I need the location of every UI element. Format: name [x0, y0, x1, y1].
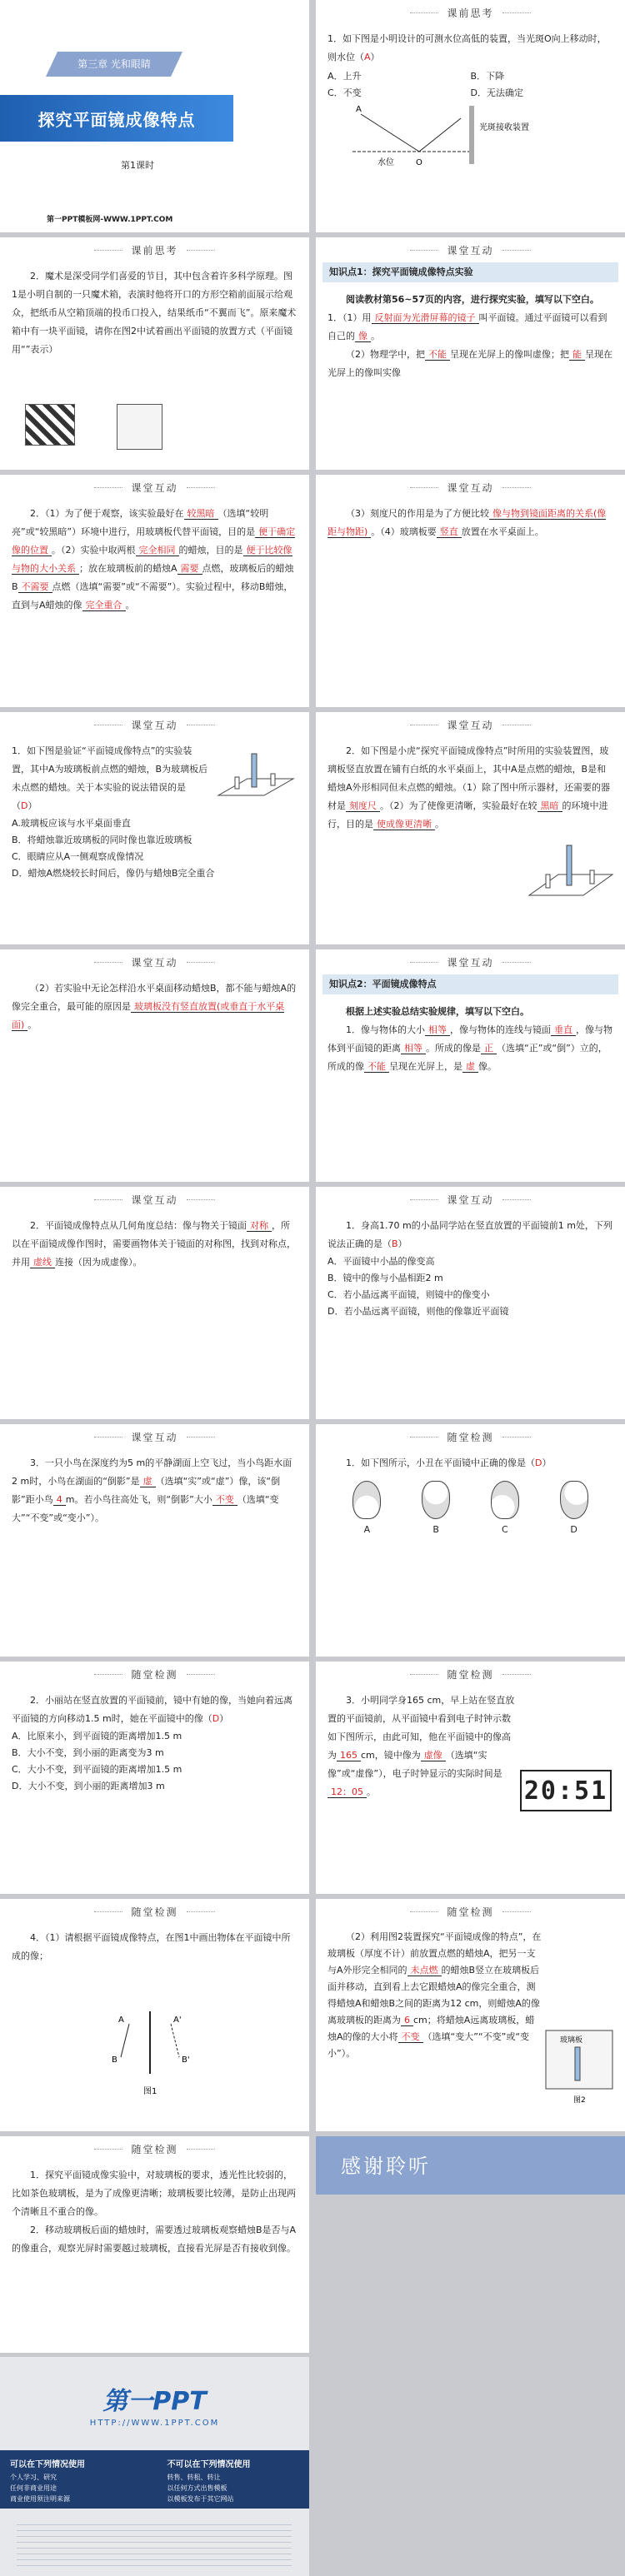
question-end: ） — [28, 800, 38, 811]
slide-header: 课堂互动 — [0, 1187, 309, 1212]
lesson-label: 第1课时 — [121, 160, 154, 171]
text: 的环境中进行，目的是 — [328, 800, 608, 830]
text: 连接（因为成虚像）。 — [55, 1257, 142, 1268]
blank-1: 对称 — [247, 1220, 272, 1232]
blank-2: 像 — [355, 331, 371, 342]
digital-clock — [520, 1770, 612, 1811]
slide-s7 — [316, 712, 625, 944]
answer: D — [535, 1457, 542, 1468]
allowed-title: 可以在下列情况使用 — [10, 2460, 85, 2469]
slide-header: 课堂互动 — [0, 1424, 309, 1449]
blank-1: 较黑暗 — [184, 508, 218, 520]
text: （选填“较明亮”或“较黑暗”）环境中进行，用玻璃板代替平面镜，目的是 — [12, 508, 269, 537]
blank-3: 使成像更清晰 — [373, 819, 435, 830]
text: 呈现在光屏上的像叫实像 — [328, 349, 612, 378]
slide-header: 课堂互动 — [0, 712, 309, 737]
text: ，像与物体到平面镜的距离 — [328, 1024, 612, 1054]
slide-header: 课堂互动 — [316, 237, 625, 262]
text: 2．（1）为了便于观察，该实验最好在 — [30, 508, 184, 519]
option-a: A．上升 — [328, 71, 362, 82]
blank-5: 不能 — [364, 1061, 389, 1073]
blank-3: 12：05 — [328, 1786, 367, 1798]
fig-title: 玻璃板 — [560, 2036, 583, 2045]
option-b: B．下降 — [470, 71, 505, 82]
blank-1: 虚 — [140, 1476, 156, 1487]
text: ，所以在平面镜成像作图时，需要画物体关于镜面的对称图，找到对称点，并用 — [12, 1220, 296, 1268]
text: （2）物理学中，把 — [346, 349, 425, 360]
slide-s1 — [316, 0, 625, 232]
slide-header: 课堂互动 — [0, 475, 309, 500]
option-b: B．大小不变，到小丽的距离变为3 m — [12, 1747, 164, 1758]
mirror-box-diagram — [117, 404, 162, 450]
slide-s11 — [316, 1187, 625, 1419]
text: 的蜡烛B竖立在玻璃板后面并移动，直到看上去它跟蜡烛A的像完全重合，测得蜡烛A和蜡烛B之间的距离为12 cm，则蜡烛A的像离玻璃板的距离为 — [328, 1965, 540, 2025]
blank-4: 便于比较像与物的大小关系 — [12, 545, 292, 574]
clock-reading: 20:51 — [523, 1776, 608, 1806]
question-text: 4．（1）请根据平面镜成像特点，在图1中画出物体在平面镜中所成的像； — [12, 1932, 291, 1961]
chapter-label: 第三章 光和眼睛 — [78, 58, 151, 70]
blank-2: 竖直 — [437, 526, 462, 538]
link-grid — [17, 2519, 292, 2569]
slide-s15 — [316, 1662, 625, 1894]
slide-s17 — [316, 1899, 625, 2131]
question-end: ） — [542, 1457, 552, 1468]
answer: D — [212, 1713, 220, 1724]
text: 1．像与物体的大小 — [346, 1024, 425, 1035]
text: 呈现在光屏上，是 — [389, 1061, 462, 1072]
slide-s2 — [0, 237, 309, 470]
mirror-figure — [100, 2007, 200, 2099]
text: 的蜡烛，目的是 — [178, 545, 243, 556]
text: 。所成的像是 — [426, 1043, 481, 1054]
slide-header: 课堂互动 — [316, 475, 625, 500]
blank-3: 相等 — [401, 1043, 426, 1054]
text: （选填“变大”“不变”或“变小”）。 — [328, 2031, 530, 2059]
allowed-item: 个人学习、研究 — [10, 2474, 57, 2481]
brand-url: HTTP://WWW.1PPT.COM — [89, 2419, 220, 2428]
text: 。 — [435, 819, 444, 830]
blank-6: 不需要 — [18, 581, 52, 593]
slide-s5 — [316, 475, 625, 707]
text: cm；将蜡烛A远离玻璃板，蜡烛A的像的大小将 — [328, 2015, 535, 2042]
cover-slide — [0, 0, 309, 232]
slide-s12 — [0, 1424, 309, 1657]
option-b: B．镜中的像与小晶相距2 m — [328, 1273, 443, 1283]
candle-mirror-diagram — [214, 745, 298, 804]
text: 3．一只小鸟在深度约为5 m的平静湖面上空飞过，当小鸟距水面2 m时，小鸟在湖面的“倒影”是 — [12, 1457, 292, 1487]
brand-logo: 第一PPT — [102, 2387, 207, 2416]
text: （选填“正”或“倒”）立的，所成的像 — [328, 1043, 608, 1072]
blank-7: 完全重合 — [82, 600, 126, 611]
candle-setup-diagram — [525, 837, 617, 904]
question-text: 2．小丽站在竖直放置的平面镜前，镜中有她的像，当她向着远离平面镜的方向移动1.5 m时，她在平面镜中的像（ — [12, 1695, 292, 1724]
point-a: A — [118, 2015, 124, 2025]
point-b-prime: B' — [182, 2055, 190, 2065]
blank-4: 能 — [569, 349, 585, 361]
question-end: ） — [370, 52, 380, 62]
point-a-prime: A' — [173, 2015, 182, 2025]
text: ；放在玻璃板前的蜡烛A — [79, 563, 178, 574]
blank-3: 不能 — [425, 349, 450, 361]
option-label: B — [432, 1524, 439, 1535]
clown-option — [491, 1481, 519, 1535]
usage-panel — [0, 2450, 309, 2509]
blank-1: 刻度尺 — [346, 800, 380, 812]
slide-s3 — [316, 237, 625, 470]
option-label: D — [570, 1524, 578, 1535]
question-text: 1．如下图是小明设计的可测水位高低的装置，当光斑O向上移动时，则水位（ — [328, 33, 607, 62]
option-c: C．眼睛应从A一侧观察成像情况 — [12, 851, 144, 862]
text: 。 — [371, 331, 380, 341]
water-level-diagram — [344, 102, 594, 177]
text: （2）利用图2装置探究“平面镜成像的特点”，在玻璃板（厚度不计）前放置点燃的蜡烛A，把另一支与A外形完全相同的 — [328, 1931, 542, 1976]
knowledge-point: 知识点1：探究平面镜成像特点实验 — [322, 262, 618, 282]
text: （2）若实验中无论怎样沿水平桌面移动蜡烛B，都不能与蜡烛A的像完全重合，最可能的原因是 — [12, 983, 297, 1012]
text: ，像与物体的连线与镜面 — [450, 1024, 551, 1035]
option-a: A．比原来小，到平面镜的距离增加1.5 m — [12, 1731, 182, 1741]
text: 。 — [28, 1019, 38, 1030]
blank-2: 4 — [53, 1494, 66, 1506]
lead-text: 阅读教材第56~57页的内容，进行探究实验，填写以下空白。 — [346, 294, 599, 305]
glass-plate-figure — [542, 2024, 617, 2107]
summary-paragraph: 2．移动玻璃板后面的蜡烛时，需要透过玻璃板观察蜡烛B是否与A的像重合，观察光屏时需要越过玻璃板，直接看光屏是否有接收到像。 — [12, 2225, 297, 2254]
brand-slide — [0, 2357, 309, 2576]
slide-s6 — [0, 712, 309, 944]
figure-label: 图1 — [143, 2087, 158, 2096]
blank-3: 不变 — [398, 2031, 423, 2043]
text: 。（4）玻璃板要 — [371, 526, 437, 537]
clown-option — [422, 1481, 450, 1535]
question-text: 1．如下图是验证“平面镜成像特点”的实验装置，其中A为玻璃板前点燃的蜡烛，B为玻璃板后未点燃的蜡烛。关于本实验的说法错误的是（ — [12, 745, 208, 811]
clown-icon — [422, 1481, 450, 1519]
question-end: ） — [398, 1238, 408, 1249]
option-d: D．若小晶远离平面镜，则他的像靠近平面镜 — [328, 1306, 509, 1317]
slide-header: 随堂检测 — [0, 1662, 309, 1687]
text: 。（2）实验中取两根 — [52, 545, 136, 556]
slide-s16 — [0, 1899, 309, 2131]
slide-header: 随堂检测 — [0, 1899, 309, 1924]
text: 3．小明同学身165 cm，早上站在竖直放置的平面镜前，从平面镜中看到电子时钟示数如下图所示，由此可知，他在平面镜中的像高为 — [328, 1695, 515, 1761]
brand-line: 第一PPT模板网-WWW.1PPT.COM — [47, 216, 173, 224]
blank-1: 反射面为光滑屏幕的镜子 — [372, 312, 479, 324]
option-c: C．大小不变，到平面镜的距离增加1.5 m — [12, 1764, 182, 1775]
question-text: 1．身高1.70 m的小晶同学站在竖直放置的平面镜前1 m处，下列说法正确的是（ — [328, 1220, 612, 1249]
thanks-text: 感谢聆听 — [341, 2155, 431, 2178]
blank-1: 相等 — [425, 1024, 450, 1036]
option-c: C．不变 — [328, 87, 362, 98]
question-text: 1．如下图所示，小丑在平面镜中正确的像是（ — [346, 1457, 535, 1468]
label-screen: 光斑接收装置 — [479, 123, 529, 132]
option-d: D．大小不变，到小丽的距离增加3 m — [12, 1781, 165, 1791]
magic-box-text: 2．魔术是深受同学们喜爱的节目，其中包含着许多科学原理。图1是小明自制的一只魔术箱，表演时他将开口的方形空箱前面展示给观众，把纸币从空箱顶端的投币口投入，结果纸币“不翼而飞”。原来魔术箱中有一块平面镜，请你在图2中试着画出平面镜的放置方式（平面镜用“”表示） — [12, 271, 297, 355]
slide-s13 — [316, 1424, 625, 1657]
option-a: A.玻璃板应该与水平桌面垂直 — [12, 818, 131, 829]
slide-header: 课堂互动 — [316, 712, 625, 737]
thanks-slide — [316, 2136, 625, 2195]
question-end: ） — [219, 1713, 229, 1724]
text: 像。 — [478, 1061, 497, 1072]
magic-box-icon — [25, 404, 75, 446]
clown-option — [352, 1481, 381, 1535]
text: （3）刻度尺的作用是为了方便比较 — [346, 508, 489, 519]
slide-header: 课前思考 — [316, 0, 625, 25]
slide-header: 课堂互动 — [0, 949, 309, 974]
blank-1: 玻璃板没有竖直放置(或垂直于水平桌面) — [12, 1001, 285, 1030]
figure-label: 图2 — [573, 2096, 586, 2105]
option-label: C — [502, 1524, 508, 1535]
blank-3: 完全相同 — [136, 545, 179, 556]
blank-1: 像与物到镜面距离的关系(像距与物距) — [328, 508, 607, 537]
title-bar — [0, 95, 233, 142]
allowed-item: 商业使用须注明来源 — [10, 2495, 70, 2503]
option-c: C．若小晶远离平面镜，则镜中的像变小 — [328, 1289, 490, 1300]
slide-header: 课堂互动 — [316, 1187, 625, 1212]
blank-2: 黑暗 — [538, 800, 562, 812]
text: 点燃（选填“需要”或“不需要”）。实验过程中，移动B蜡烛，直到与A蜡烛的像 — [12, 581, 293, 610]
label-o: O — [416, 158, 422, 167]
text: m。若小鸟往高处飞，则“倒影”大小 — [65, 1494, 212, 1505]
blank-4: 正 — [481, 1043, 497, 1054]
text: 叫平面镜。通过平面镜可以看到自己的 — [328, 312, 608, 341]
text: （选填“变大”“不变”或“变小”）。 — [12, 1494, 279, 1523]
slide-header: 课堂互动 — [316, 949, 625, 974]
knowledge-point: 知识点2：平面镜成像特点 — [322, 974, 618, 994]
blank-2: 6 — [401, 2015, 413, 2026]
text: 点燃，玻璃板后的蜡烛B — [12, 563, 294, 592]
page-title: 探究平面镜成像特点 — [38, 109, 196, 130]
blank-2: 垂直 — [551, 1024, 576, 1036]
slide-s18 — [0, 2136, 309, 2353]
clown-icon — [491, 1481, 519, 1519]
slide-s9 — [316, 949, 625, 1182]
lead-text: 根据上述实验总结实验规律，填写以下空白。 — [346, 1006, 529, 1017]
text: 1．（1）用 — [328, 312, 372, 323]
label-a: A — [356, 105, 362, 114]
answer: B — [392, 1238, 398, 1249]
option-d: D．无法确定 — [470, 87, 523, 98]
blank-2: 便于确定像的位置 — [12, 526, 296, 556]
option-label: A — [363, 1524, 371, 1535]
text: 放置在水平桌面上。 — [461, 526, 544, 537]
clown-option — [560, 1481, 588, 1535]
label-water: 水位 — [378, 158, 394, 167]
blank-2: 虚线 — [30, 1257, 55, 1268]
slide-header: 随堂检测 — [0, 2136, 309, 2161]
blank-1: 165 — [337, 1750, 361, 1761]
forbidden-item: 以模板发布于其它网站 — [167, 2495, 234, 2503]
slide-s8 — [0, 949, 309, 1182]
text: cm，镜中像为 — [361, 1750, 421, 1761]
blank-3: 不变 — [212, 1494, 238, 1506]
slide-header: 随堂检测 — [316, 1662, 625, 1687]
clown-icon — [352, 1481, 381, 1519]
answer: A — [364, 52, 371, 62]
blank-2: 虚像 — [421, 1750, 446, 1761]
forbidden-title: 不可以在下列情况使用 — [167, 2460, 251, 2469]
option-a: A．平面镜中小晶的像变高 — [328, 1256, 435, 1267]
blank-1: 未点燃 — [408, 1965, 442, 1976]
text: （选填“实”或“虚”）像，该“倒影”距小鸟 — [12, 1476, 281, 1505]
blank-5: 需要 — [178, 563, 202, 575]
forbidden-item: 以任何方式出售模板 — [167, 2484, 228, 2492]
slide-s4 — [0, 475, 309, 707]
slide-s14 — [0, 1662, 309, 1894]
text: 2．如下图是小虎“探究平面镜成像特点”时所用的实验装置图，玻璃板竖直放置在铺有白纸的水平桌面上，其中A是点燃的蜡烛，B是和蜡烛A外形相同但未点燃的蜡烛。（1）除了图中所示器材，还需要的器材是 — [328, 745, 611, 811]
option-d: D．蜡烛A燃烧较长时间后，像仍与蜡烛B完全重合 — [12, 868, 215, 879]
slide-header: 课前思考 — [0, 237, 309, 262]
text: 呈现在光屏上的像叫虚像；把 — [450, 349, 569, 360]
clown-icon — [560, 1481, 588, 1519]
text: 。 — [125, 600, 135, 610]
slide-s10 — [0, 1187, 309, 1419]
blank-6: 虚 — [462, 1061, 478, 1073]
text: 。（2）为了使像更清晰，实验最好在较 — [380, 800, 538, 811]
slide-header: 随堂检测 — [316, 1424, 625, 1449]
allowed-item: 任何非商业用途 — [10, 2484, 57, 2492]
text: （选填“实像”或“虚像”），电子时钟显示的实际时间是 — [328, 1750, 502, 1779]
point-b: B — [112, 2055, 118, 2065]
text: 2．平面镜成像特点从几何角度总结：像与物关于镜面 — [30, 1220, 247, 1231]
summary-paragraph: 1．探究平面镜成像实验中，对玻璃板的要求，透光性比较弱的，比如茶色玻璃板，是为了成像更清晰；玻璃板要比较薄，是防止出现两个清晰且不重合的像。 — [12, 2170, 296, 2217]
forbidden-item: 转售、转租、转让 — [167, 2474, 221, 2481]
answer: D — [21, 800, 28, 811]
text: 。 — [367, 1786, 376, 1797]
slide-header: 随堂检测 — [316, 1899, 625, 1924]
option-b: B．将蜡烛靠近玻璃板的同时像也靠近玻璃板 — [12, 835, 192, 845]
